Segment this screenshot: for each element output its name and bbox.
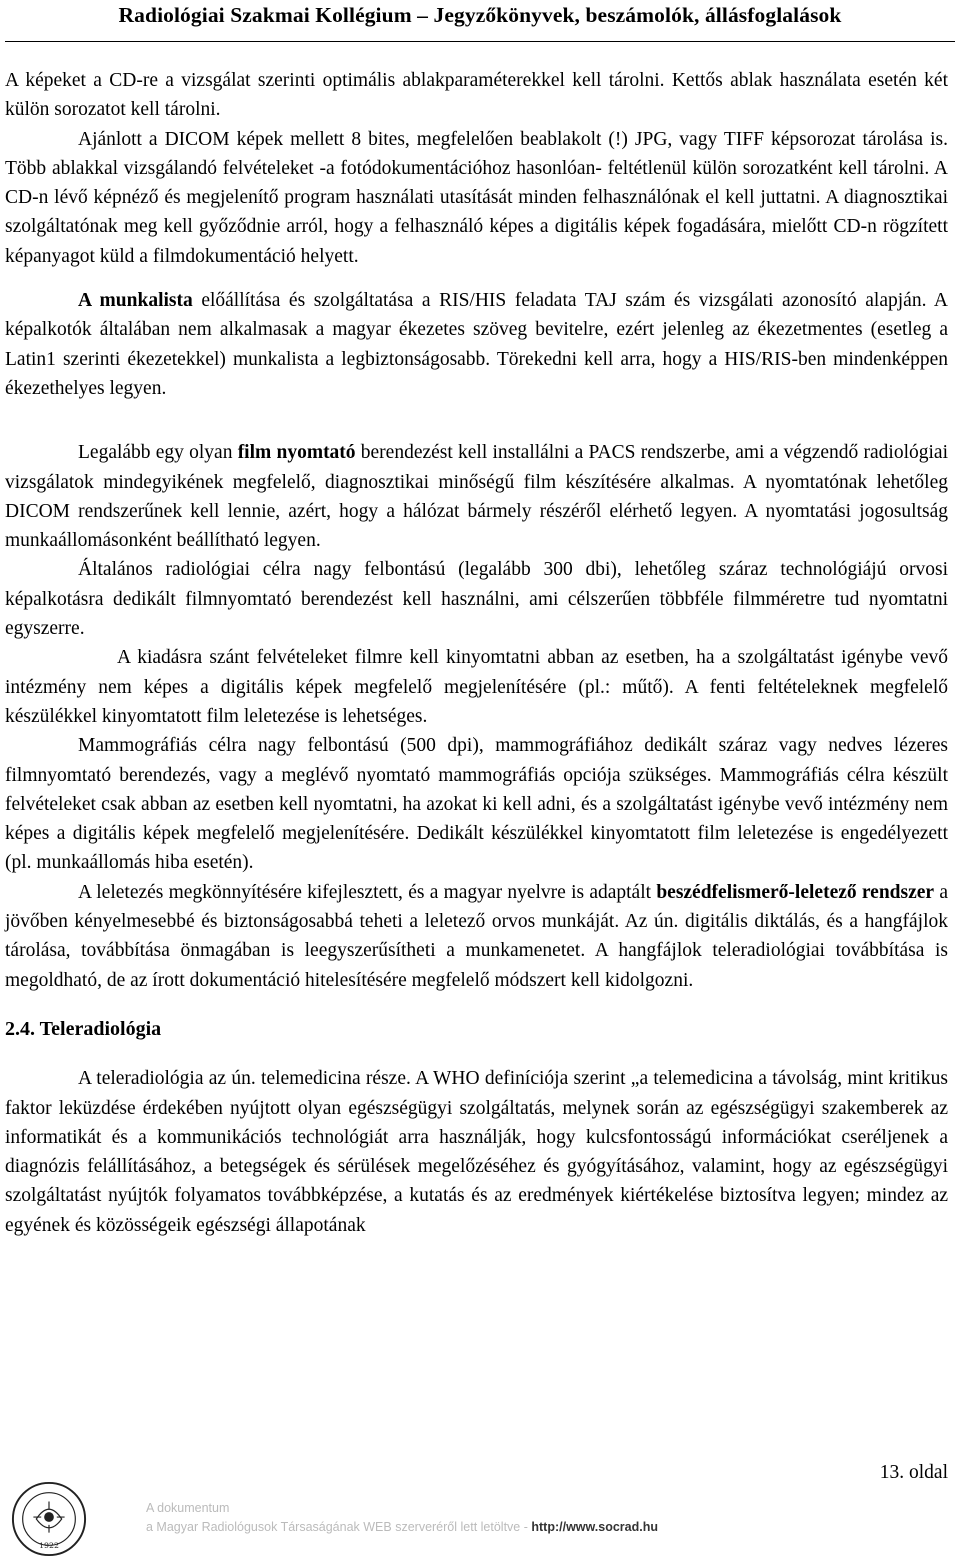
speech-text: a jövőben kényelmesebbé és biztonságosabbá teheti a leletező orvos munkáját. Az ún. digitális diktálás, és a hangfájlok tárolása, továbbítása önmagában is leegyszerűsítheti a munkamenetet. A hangfájlok teleradiológiai továbbítása is megoldható, de az írott dokumentáció hitelesítésére megfelelő módszert kell kidolgozni.: [5, 881, 949, 991]
film-printer-text: berendezést kell installálni a PACS rendszerbe, ami a végzendő radiológiai vizsgálatok mindegyikének megfelelő, diagnosztikai minőségű film készítésére alkalmas. A nyomtatónak lehetőleg DICOM rendszerűnek kell lennie, azért, hogy a hálózat bármely részéről elérhető legyen. A nyomtatási jogosultság munkaállomásonként beállítható legyen.: [5, 442, 948, 552]
paragraph-teleradiology: A teleradiológia az ún. telemedicina része. A WHO definíciója szerint „a telemedicina a távolság, mint kritikus faktor leküzdése érdekében nyújtott olyan egészségügyi szolgáltatás, melynek során az egészségügyi szakemberek az informatikát és a kommunikációs technológiát arra használják, hogy kulcsfontosságú információkat cseréljenek a diagnózis felállításához, a betegségek és sérülések megelőzéséhez és gyógyításához, valamint, hogy az egészségügyi szolgáltatást nyújtók folyamatos továbbképzése, a kutatás és az eredmények kiértékelése biztosítva legyen; mindez az egyének és közösségeik egészségi állapotának: [5, 1068, 948, 1236]
paragraph-worklist: [5, 286, 948, 403]
footer-source-text: a Magyar Radiológusok Társaságának WEB szerveréről lett letöltve -: [146, 1520, 532, 1534]
paragraph-jpg-tiff: Ajánlott a DICOM képek mellett 8 bites, megfelelően beablakolt (!) JPG, vagy TIFF képsorozat tárolása is. Több ablakkal vizsgálandó felvételeket -a fotódokumentációhoz hasonlóan- feltétlenül külön sorozatként kell tárolni. A CD-n lévő képnéző és megjelenítő program használati utasítását minden felhasználónak el kell juttatni. A diagnosztikai szolgáltatónak meg kell győződnie arról, hogy a felhasználó képes a digitális képek fogadására, mielőtt CD-n rögzített képanyagot küld a filmdokumentáció helyett.: [5, 128, 948, 267]
paragraph-printing-release: A kiadásra szánt felvételeket filmre kell kinyomtatni abban az esetben, ha a szolgáltatást igénybe vevő intézmény nem képes a digitális képek megfelelő megjelenítésére (pl.: műtő). A fenti feltételeknek megfelelő készülékkel kinyomtatott film leletezése is lehetséges.: [5, 647, 948, 727]
page-number: 13. oldal: [879, 1462, 948, 1483]
document-body: [5, 66, 948, 1240]
worklist-term: A munkalista: [78, 290, 193, 312]
footer-line2: [146, 1518, 658, 1537]
worklist-text: előállítása és szolgáltatása a RIS/HIS feladata TAJ szám és vizsgálati azonosító alapján. A képalkotók általában nem alkalmasak a magyar ékezetes szöveg bevitelre, ezért jelenleg az ékezetmentes (esetleg a Latin1 szerinti ékezetekkel) munkalista a legbiztonságosabb. Törekedni kell arra, hogy a HIS/RIS-ben mindenképpen ékezethelyes legyen.: [5, 290, 949, 399]
speech-term: beszédfelismerő-leletező rendszer: [656, 881, 935, 903]
seal-year: 1922: [39, 1541, 59, 1551]
page-header: Radiológiai Szakmai Kollégium – Jegyzőkönyvek, beszámolók, állásfoglalások: [118, 3, 842, 27]
film-printer-intro: Legalább egy olyan: [78, 442, 238, 464]
footer-line1: A dokumentum: [146, 1501, 230, 1515]
footer: [146, 1499, 658, 1537]
paragraph-mammography: Mammográfiás célra nagy felbontású (500 dpi), mammográfiához dedikált száraz vagy nedves lézeres filmnyomtató berendezés, vagy a meglévő nyomtató mammográfiás opciója szükséges. Mammográfiás célra készült felvételeket csak abban az esetben kell nyomtatni, ha azokat ki kell adni, és a szolgáltatást igénybe vevő intézmény nem képes a digitális képek megfelelő megjelenítésére. Dedikált készülékkel kinyomtatott film leletezése is engedélyezett (pl. munkaállomás hiba esetén).: [5, 735, 948, 874]
paragraph-film-printer: [5, 438, 948, 555]
section-heading-teleradiology: 2.4. Teleradiológia: [5, 1017, 162, 1040]
paragraph-speech-recognition: [5, 878, 948, 995]
paragraph-general-radiology: Általános radiológiai célra nagy felbontású (legalább 300 dbi), lehetőleg száraz technológiájú orvosi képalkotásra dedikált filmnyomtató berendezést kell használni, ami célszerűen többféle filmméretre tud nyomtatni egyszerre.: [5, 559, 948, 640]
society-seal-icon: [10, 1480, 88, 1558]
paragraph-cd-storage: A képeket a CD-re a vizsgálat szerinti optimális ablakparaméterekkel kell tárolni. Kettős ablak használata esetén két külön sorozatot kell tárolni.: [5, 70, 948, 121]
footer-link[interactable]: http://www.socrad.hu: [531, 1520, 658, 1534]
film-printer-term: film nyomtató: [237, 442, 356, 464]
header-rule: [5, 41, 955, 42]
speech-intro: A leletezés megkönnyítésére kifejlesztett, és a magyar nyelvre is adaptált: [78, 881, 657, 903]
